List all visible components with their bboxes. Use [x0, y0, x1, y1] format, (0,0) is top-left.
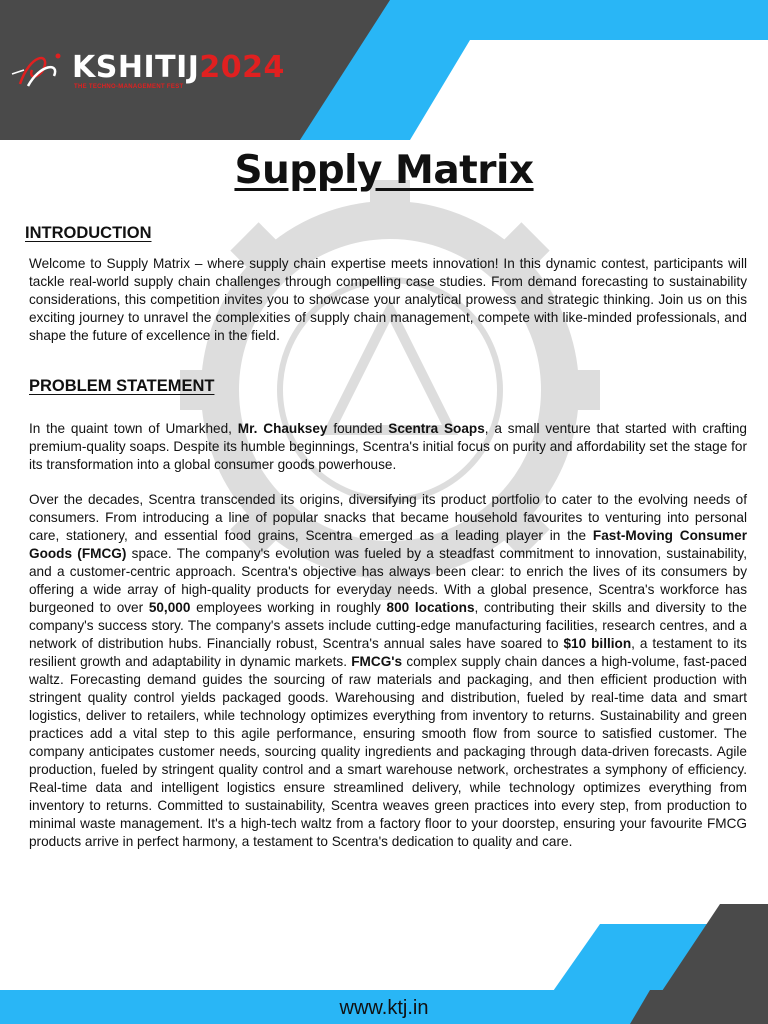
founder-name: Mr. Chauksey	[237, 421, 328, 436]
introduction-heading: INTRODUCTION	[25, 224, 152, 242]
page-title: Supply Matrix	[234, 148, 534, 193]
location-count: 800 locations	[386, 600, 475, 615]
fmcg-possessive: FMCG's	[351, 654, 403, 669]
brand-name-prefix: KSHITIJ	[72, 50, 200, 85]
problem-statement-heading: PROBLEM STATEMENT	[29, 377, 215, 395]
annual-sales: $10 billion	[563, 636, 632, 651]
problem-paragraph-1: In the quaint town of Umarkhed, Mr. Chauksey founded Scentra Soaps, a small venture that started with crafting premium-quality soaps. Despite its humble beginnings, Scentra's initial focus on purity and affordability set the stage for its transformation into a global consumer goods powerhouse.	[29, 421, 747, 472]
problem-paragraph-2: Over the decades, Scentra transcended its origins, diversifying its product portfolio to cater to the evolving needs of consumers. From introducing a line of popular snacks that became household favourites to venturing into personal care, stationery, and essential food grains, Scentra emerged as a leading player in the Fast-Moving Consumer Goods (FMCG) space. The company's evolution was fueled by a steadfast commitment to innovation, sustainability, and a customer-centric approach. Scentra's objective has always been clear: to enrich the lives of its consumers by offering a wide array of high-quality products for everyday needs. With a global presence, Scentra's workforce has burgeoned to over 50,000 employees working in roughly 800 locations, contributing their skills and diversity to the company's success story. The company's assets include cutting-edge manufacturing facilities, research centres, and a network of distribution hubs. Financially robust, Scentra's annual sales have soared to $10 billion, a testament to its resilient growth and adaptability in dynamic markets. FMCG's complex supply chain dances a high-volume, fast-paced waltz. Forecasting demand guides the sourcing of raw materials and packaging, and then efficient production with stringent quality control yields packaged goods. Warehousing and distribution, fueled by real-time data and smart logistics, deliver to retailers, while technology optimizes everything from inventory to returns. Sustainability and green practices add a vital step to this agile performance, ensuring smooth flow from source to satisfied customer. The company anticipates customer needs, sourcing quality ingredients and packaging through data-driven forecasts. Agile production, fueled by stringent quality control and a smart warehouse network, orchestrates a symphony of efficiency. Real-time data and intelligent logistics ensure streamlined delivery, while technology optimizes everything from inventory to returns. Committed to sustainability, Scentra weaves green practices into every step, from production to minimal waste management. It's a high-tech waltz from a factory floor to your doorstep, ensuring your favourite FMCG products arrive in perfect harmony, a testament to Scentra's dedication to quality and care.	[29, 492, 747, 849]
brand-name	[72, 50, 285, 85]
fmcg-term: Fast-Moving Consumer Goods (FMCG)	[29, 528, 747, 561]
website-link[interactable]: www.ktj.in	[339, 997, 429, 1019]
brand-name-year: 2024	[199, 50, 285, 85]
introduction-paragraph: Welcome to Supply Matrix – where supply chain expertise meets innovation! In this dynamic contest, participants will tackle real-world supply chain challenges through compelling case studies. From demand forecasting to sustainability considerations, this competition invites you to showcase your analytical prowess and strategic thinking. Join us on this exciting journey to unravel the complexities of supply chain management, compete with like-minded professionals, and shape the future of excellence in the field.	[29, 256, 747, 343]
employee-count: 50,000	[148, 600, 191, 615]
company-name: Scentra Soaps	[388, 421, 485, 436]
kshitij-swirl-logo-icon	[10, 44, 70, 96]
brand-tagline: THE TECHNO-MANAGEMENT FEST	[74, 84, 184, 90]
kshitij-logo	[10, 44, 330, 96]
